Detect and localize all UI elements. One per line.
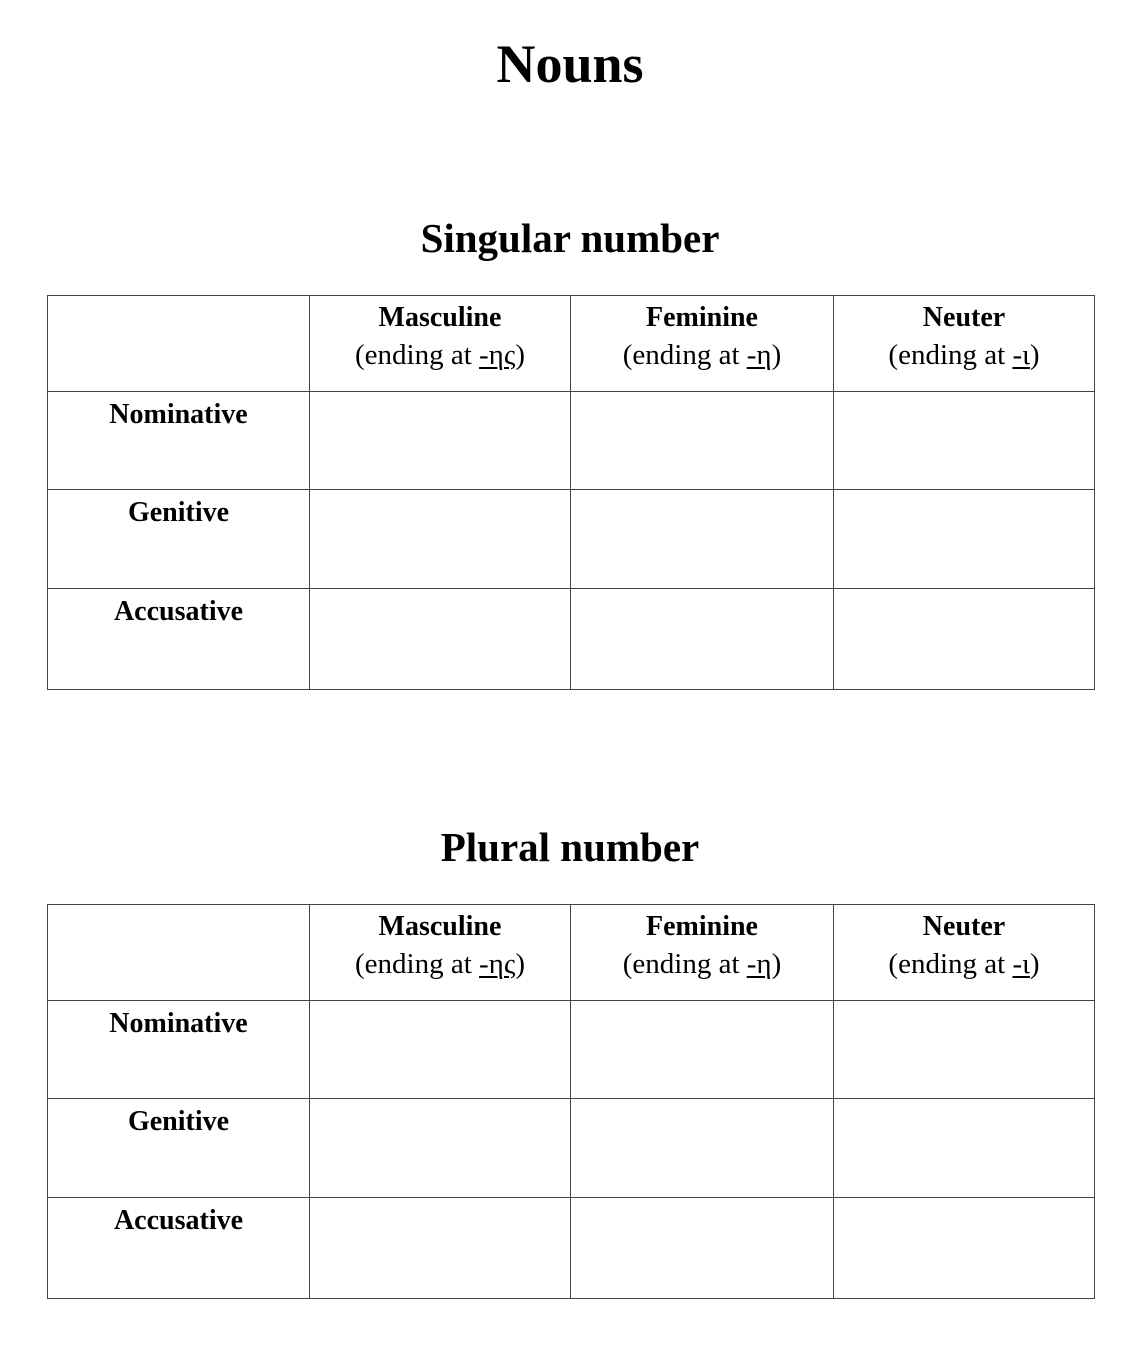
case-label: Accusative — [113, 1205, 244, 1236]
ending-label: (ending at -ι) — [888, 339, 1040, 371]
table-header-row — [48, 296, 1095, 392]
page-title: Nouns — [496, 34, 644, 94]
answer-cell[interactable] — [834, 490, 1095, 589]
plural-section-title: Plural number — [440, 824, 700, 870]
singular-section-title: Singular number — [420, 215, 720, 261]
ending-label: (ending at -η) — [622, 948, 782, 980]
answer-cell[interactable] — [834, 1099, 1095, 1198]
table-row-nominative — [48, 1001, 1095, 1099]
answer-cell[interactable] — [310, 1099, 571, 1198]
case-label: Nominative — [109, 399, 248, 430]
corner-cell — [48, 296, 310, 392]
answer-cell[interactable] — [310, 589, 571, 690]
table-row-genitive — [48, 490, 1095, 589]
column-header-neuter — [834, 296, 1095, 392]
column-header-masculine — [310, 296, 571, 392]
table-row-accusative — [48, 589, 1095, 690]
ending-label: (ending at -ης) — [355, 339, 525, 371]
ending-suffix: -ης — [479, 339, 516, 371]
column-header-neuter — [834, 905, 1095, 1001]
row-header-cell — [48, 1198, 310, 1299]
gender-label: Masculine — [378, 911, 502, 942]
gender-label: Neuter — [922, 911, 1006, 942]
answer-cell[interactable] — [834, 392, 1095, 490]
column-header-feminine — [571, 296, 834, 392]
case-label: Genitive — [127, 1106, 230, 1137]
table-row-nominative — [48, 392, 1095, 490]
table-row-accusative — [48, 1198, 1095, 1299]
ending-label: (ending at -ης) — [355, 948, 525, 980]
ending-label: (ending at -η) — [622, 339, 782, 371]
row-header-cell — [48, 392, 310, 490]
ending-suffix: -ης — [479, 948, 516, 980]
answer-cell[interactable] — [310, 1001, 571, 1099]
gender-label: Feminine — [646, 911, 758, 942]
case-label: Genitive — [127, 497, 230, 528]
answer-cell[interactable] — [834, 1198, 1095, 1299]
answer-cell[interactable] — [834, 1001, 1095, 1099]
ending-suffix: -η — [746, 339, 772, 371]
gender-label: Neuter — [922, 302, 1006, 333]
answer-cell[interactable] — [310, 1198, 571, 1299]
gender-label: Feminine — [646, 302, 758, 333]
column-header-masculine — [310, 905, 571, 1001]
row-header-cell — [48, 1001, 310, 1099]
answer-cell[interactable] — [571, 1001, 834, 1099]
answer-cell[interactable] — [571, 392, 834, 490]
answer-cell[interactable] — [571, 1099, 834, 1198]
table-row-genitive — [48, 1099, 1095, 1198]
row-header-cell — [48, 1099, 310, 1198]
answer-cell[interactable] — [310, 490, 571, 589]
case-label: Accusative — [113, 596, 244, 627]
corner-cell — [48, 905, 310, 1001]
table-header-row — [48, 905, 1095, 1001]
answer-cell[interactable] — [571, 589, 834, 690]
ending-suffix: -ι — [1012, 339, 1030, 371]
column-header-feminine — [571, 905, 834, 1001]
plural-table — [47, 904, 1095, 1299]
answer-cell[interactable] — [834, 589, 1095, 690]
case-label: Nominative — [109, 1008, 248, 1039]
singular-table — [47, 295, 1095, 690]
ending-suffix: -η — [746, 948, 772, 980]
ending-suffix: -ι — [1012, 948, 1030, 980]
ending-label: (ending at -ι) — [888, 948, 1040, 980]
answer-cell[interactable] — [571, 1198, 834, 1299]
answer-cell[interactable] — [310, 392, 571, 490]
gender-label: Masculine — [378, 302, 502, 333]
row-header-cell — [48, 589, 310, 690]
row-header-cell — [48, 490, 310, 589]
answer-cell[interactable] — [571, 490, 834, 589]
